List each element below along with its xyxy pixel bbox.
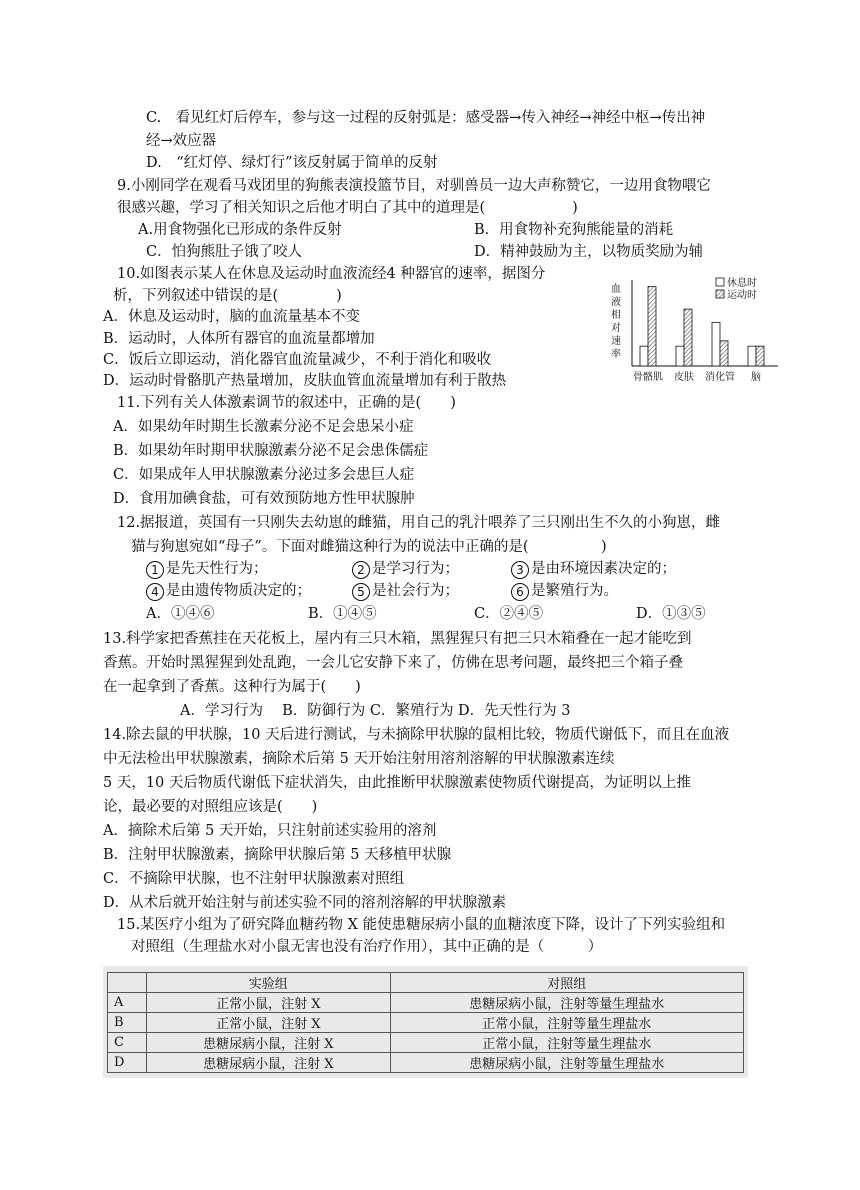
q15-table <box>107 972 744 1073</box>
q14-option-a: A．摘除术后第 5 天开始，只注射前述实验用的溶剂 <box>103 823 437 839</box>
q15-stem-line1: 15.某医疗小组为了研究降血糖药物 X 能使患糖尿病小鼠的血糖浓度下降，设计了下列实验组和 <box>117 917 726 933</box>
q9-option-b: B．用食物补充狗熊能量的消耗 <box>474 222 674 238</box>
chart-ylabel <box>611 283 621 360</box>
q10-stem-line1: 10.如图表示某人在休息及运动时血液流经4 种器官的速率，据图分 <box>117 266 546 282</box>
chart-bar-rest <box>640 346 648 366</box>
chart-bar-exercise <box>756 346 764 366</box>
table-cell: 正常小鼠，注射等量生理盐水 <box>390 1033 743 1053</box>
table-cell: A <box>108 993 147 1013</box>
table-header-row <box>108 973 744 993</box>
q12-statement-4: 4 是由遗传物质决定的； <box>146 581 311 601</box>
q8-option-c-line2: 经→效应器 <box>146 133 217 149</box>
q10-stem-line2: 析，下列叙述中错误的是( ) <box>113 288 342 304</box>
table-cell: 患糖尿病小鼠，注射 X <box>147 1033 391 1053</box>
q13-stem-line2: 香蕉。开始时黑猩猩到处乱跑，一会儿它安静下来了，仿佛在思考问题，最终把三个箱子叠 <box>103 655 683 671</box>
chart-ylabel-char: 对 <box>611 323 621 334</box>
blood-flow-bar-chart <box>600 272 780 390</box>
circled-number-1: 1 <box>146 561 164 579</box>
q12-option-d: D．①③⑤ <box>636 606 706 622</box>
table-cell: 正常小鼠，注射 X <box>147 993 391 1013</box>
table-row <box>108 1013 744 1033</box>
chart-bar-rest <box>676 346 684 366</box>
chart-x-tick-label: 脑 <box>751 372 761 383</box>
q10-option-b: B．运动时，人体所有器官的血流量都增加 <box>103 331 375 347</box>
q9-option-d: D．精神鼓励为主，以物质奖励为辅 <box>474 244 704 260</box>
q9-stem-line1: 9.小刚同学在观看马戏团里的狗熊表演投篮节目，对驯兽员一边大声称赞它，一边用食物喂它 <box>117 178 711 194</box>
q14-stem-line1: 14.除去鼠的甲状腺，10 天后进行测试，与未摘除甲状腺的鼠相比较，物质代谢低下，而且在血液 <box>103 727 730 743</box>
q9-option-a: A.用食物强化已形成的条件反射 <box>138 222 342 238</box>
table-cell: 患糖尿病小鼠，注射等量生理盐水 <box>390 1053 743 1073</box>
q14-option-c: C．不摘除甲状腺，也不注射甲状腺激素对照组 <box>103 871 405 887</box>
chart-ylabel-char: 率 <box>611 349 621 360</box>
chart-x-tick-label: 消化管 <box>705 372 735 383</box>
q12-statement-3: 3 是由环境因素决定的； <box>511 559 676 579</box>
q9-option-c: C．怕狗熊肚子饿了咬人 <box>146 244 303 260</box>
table-cell: 正常小鼠，注射 X <box>147 1013 391 1033</box>
q11-option-a: A．如果幼年时期生长激素分泌不足会患呆小症 <box>113 419 414 435</box>
circled-number-4: 4 <box>146 583 164 601</box>
table-header-cell: 对照组 <box>390 973 743 993</box>
circled-number-5: 5 <box>352 583 370 601</box>
chart-legend-swatch <box>716 290 724 298</box>
chart-x-tick-label: 骨骼肌 <box>633 372 663 383</box>
q12-statement-5: 5 是社会行为； <box>352 581 459 601</box>
q13-stem-line3: 在一起拿到了香蕉。这种行为属于( ) <box>103 679 361 695</box>
q8-option-d: D. “红灯停、绿灯行”该反射属于简单的反射 <box>146 155 438 171</box>
chart-ylabel-char: 液 <box>611 297 621 308</box>
table-header-cell <box>108 973 147 993</box>
q12-statement-2: 2 是学习行为； <box>352 559 459 579</box>
circled-number-2: 2 <box>352 561 370 579</box>
q10-option-a: A．休息及运动时，脑的血流量基本不变 <box>103 309 360 325</box>
q12-stem-line2: 猫与狗崽宛如“母子”。下面对雌猫这种行为的说法中正确的是( ) <box>131 539 607 555</box>
table-cell: 正常小鼠，注射等量生理盐水 <box>390 1013 743 1033</box>
table-cell: 患糖尿病小鼠，注射 X <box>147 1053 391 1073</box>
circled-number-6: 6 <box>511 583 529 601</box>
q14-option-d: D．从术后就开始注射与前述实验不同的溶剂溶解的甲状腺激素 <box>103 895 507 911</box>
q11-option-c: C．如果成年人甲状腺激素分泌过多会患巨人症 <box>113 467 415 483</box>
q12-option-a: A．①④⑥ <box>146 606 215 622</box>
table-cell: 患糖尿病小鼠，注射等量生理盐水 <box>390 993 743 1013</box>
chart-legend-label: 运动时 <box>727 290 757 301</box>
q12-option-c: C．②④⑤ <box>474 606 544 622</box>
q15-stem-line2: 对照组（生理盐水对小鼠无害也没有治疗作用），其中正确的是（ ） <box>131 939 603 955</box>
q8-option-c-line1: C. 看见红灯后停车，参与这一过程的反射弧是：感受器→传入神经→神经中枢→传出神 <box>146 110 706 126</box>
q14-option-b: B．注射甲状腺激素，摘除甲状腺后第 5 天移植甲状腺 <box>103 847 452 863</box>
q11-stem: 11.下列有关人体激素调节的叙述中，正确的是( ) <box>117 395 456 411</box>
q12-stem-line1: 12.据报道，英国有一只刚失去幼崽的雌猫，用自己的乳汁喂养了三只刚出生不久的小狗崽，雌 <box>117 515 721 531</box>
q14-stem-line3: 5 天，10 天后物质代谢低下症状消失，由此推断甲状腺激素使物质代谢提高，为证明以上推 <box>103 775 691 791</box>
table-row <box>108 993 744 1013</box>
table-row <box>108 1033 744 1053</box>
chart-bar-rest <box>748 346 756 366</box>
q14-stem-line2: 中无法检出甲状腺激素，摘除术后第 5 天开始注射用溶剂溶解的甲状腺激素连续 <box>103 751 615 767</box>
q9-stem-line2: 很感兴趣，学习了相关知识之后他才明白了其中的道理是( ) <box>117 200 578 216</box>
q13-stem-line1: 13.科学家把香蕉挂在天花板上，屋内有三只木箱，黑猩猩只有把三只木箱叠在一起才能吃到 <box>103 631 692 647</box>
chart-bar-exercise <box>684 309 692 366</box>
q13-options: A．学习行为 B．防御行为 C．繁殖行为 D．先天性行为 3 <box>180 703 571 719</box>
chart-bar-exercise <box>720 341 728 366</box>
chart-legend-swatch <box>716 278 724 286</box>
q14-stem-line4: 论，最必要的对照组应该是( ) <box>103 799 318 815</box>
q11-option-b: B．如果幼年时期甲状腺激素分泌不足会患侏儒症 <box>113 443 429 459</box>
chart-bar-rest <box>712 322 720 366</box>
table-row <box>108 1053 744 1073</box>
chart-x-tick-label: 皮肤 <box>674 372 694 383</box>
q11-option-d: D．食用加碘食盐，可有效预防地方性甲状腺肿 <box>113 491 415 507</box>
q12-statement-1: 1 是先天性行为； <box>146 559 268 579</box>
chart-ylabel-char: 血 <box>611 284 621 295</box>
q10-option-c: C．饭后立即运动，消化器官血流量减少，不利于消化和吸收 <box>103 352 492 368</box>
q12-option-b: B．①④⑤ <box>308 606 377 622</box>
q15-table-image <box>103 966 748 1078</box>
table-header-cell: 实验组 <box>147 973 391 993</box>
q10-option-d: D．运动时骨骼肌产热量增加，皮肤血管血流量增加有利于散热 <box>103 373 507 389</box>
table-cell: D <box>108 1053 147 1073</box>
table-cell: C <box>108 1033 147 1053</box>
q12-statement-6: 6 是繁殖行为。 <box>511 581 618 601</box>
chart-bar-exercise <box>648 287 656 366</box>
table-cell: B <box>108 1013 147 1033</box>
circled-number-3: 3 <box>511 561 529 579</box>
chart-ylabel-char: 相 <box>611 310 621 321</box>
chart-legend-label: 休息时 <box>727 278 757 289</box>
chart-ylabel-char: 速 <box>611 336 621 347</box>
